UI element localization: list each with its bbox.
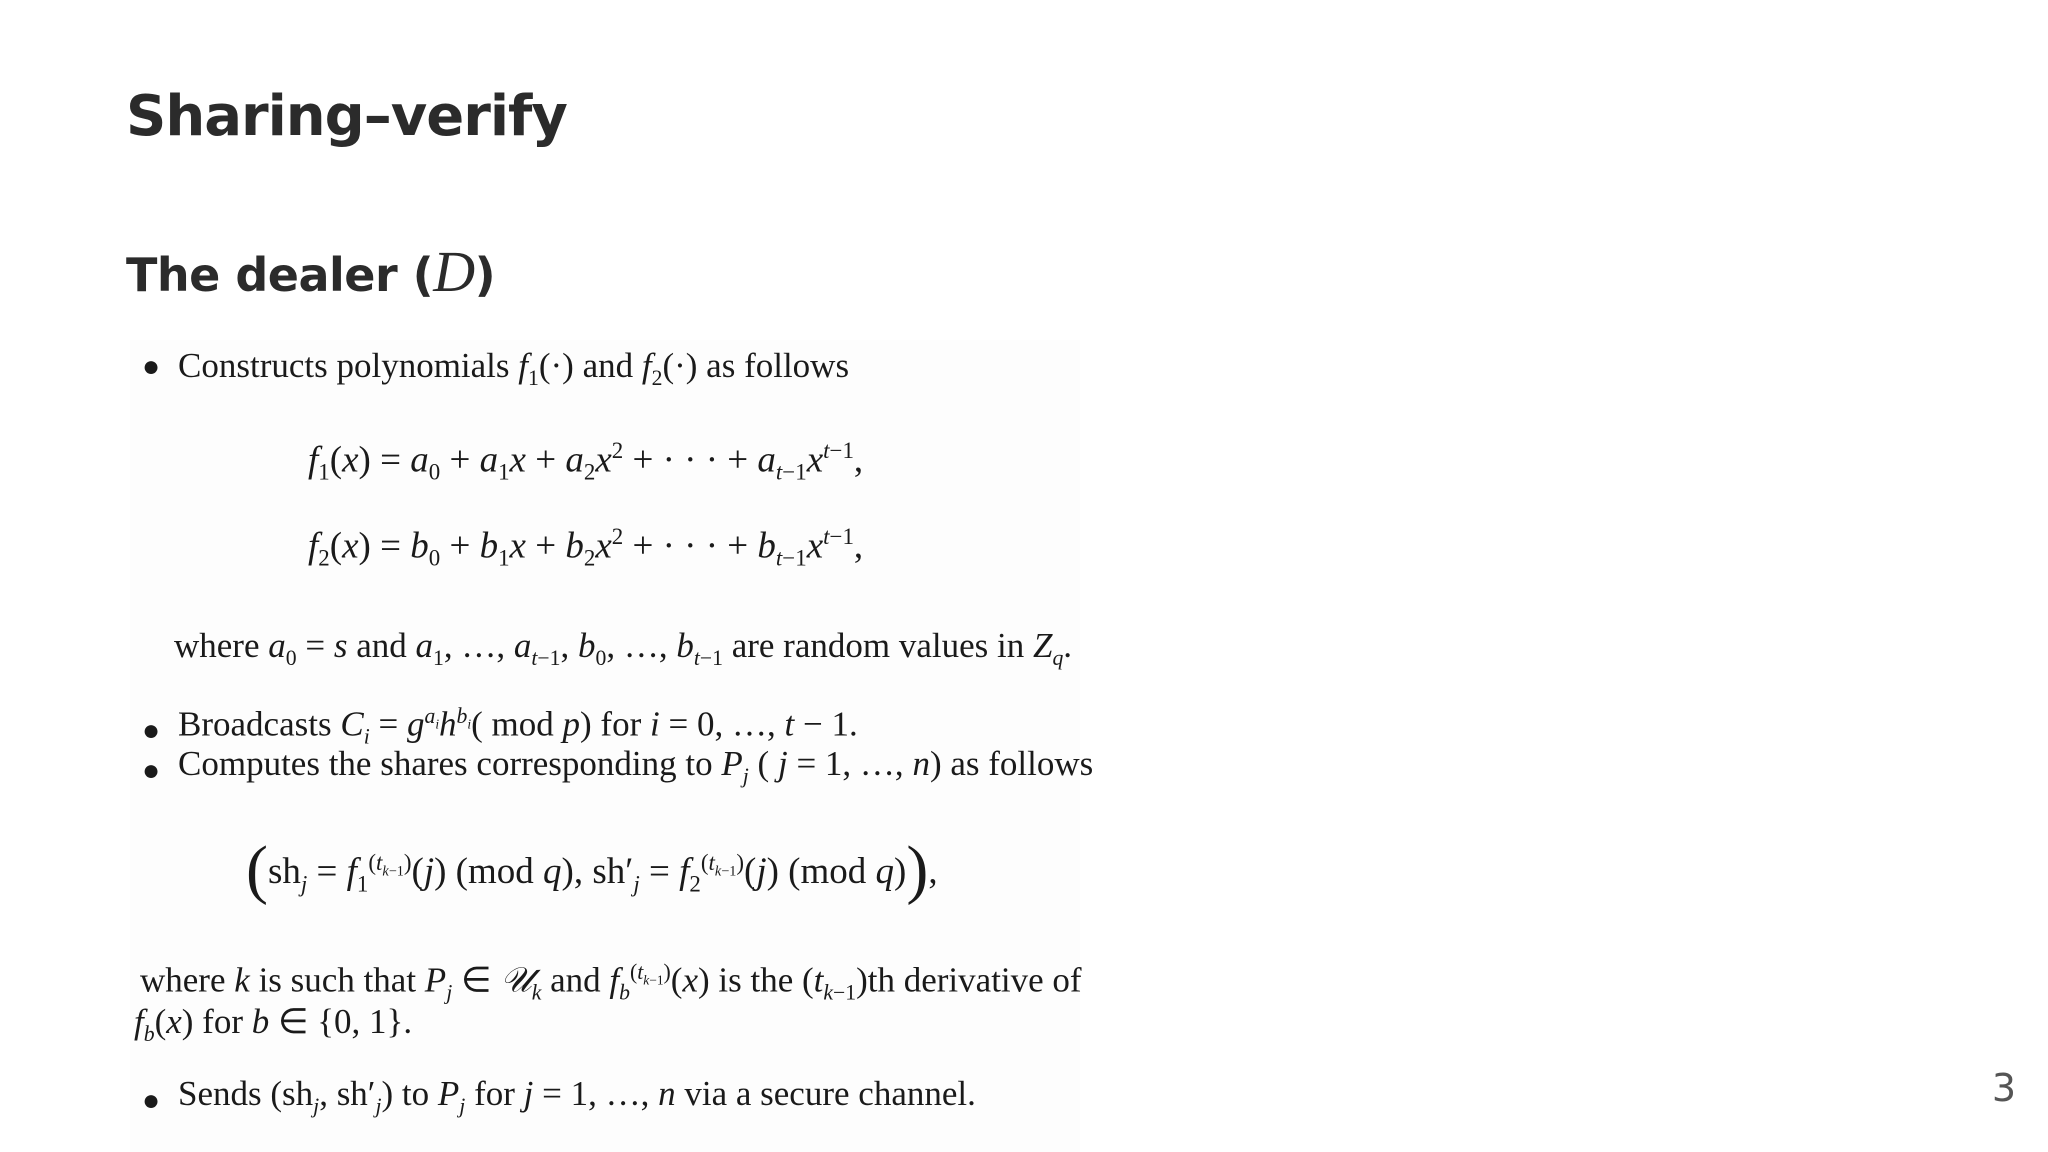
where-derivative-line1: where k is such that $P_j$ ∈ 𝒰$_k$ and $f_b^{(t_{k-1})}(x)$ is the $(t_{k-1})th$ derivative of bbox=[140, 960, 1082, 1005]
equation-f2: $f_2(x) = b_0 + b_1x + b_2x^2$ + · · · + $b_{t-1}x^{t-1}$, bbox=[308, 524, 864, 571]
section-title-suffix: ) bbox=[474, 248, 496, 302]
where-random-values: where $a_0 = s$ and $a_1$, …, $a_{t-1}$, $b_0$, …, $b_{t-1}$ are random values in $Z_q$. bbox=[174, 626, 1073, 670]
bullet-dot: ● bbox=[142, 754, 161, 787]
bullet-4-text: Sends ($sh_j$, $sh'_j$) to $P_j$ for j = 1, …, n via a secure channel. bbox=[178, 1074, 976, 1118]
section-title-prefix: The dealer ( bbox=[126, 248, 434, 302]
math-content-image bbox=[130, 340, 1094, 1152]
equation-f1: $f_1(x) = a_0 + a_1x + a_2x^2$ + · · · + $a_{t-1}x^{t-1}$, bbox=[308, 438, 864, 485]
bullet-dot: ● bbox=[142, 1084, 161, 1117]
page-number: 3 bbox=[1991, 1066, 2016, 1110]
bullet-dot: ● bbox=[142, 714, 161, 747]
bullet-dot: ● bbox=[142, 350, 161, 383]
bullet-2-text: Broadcasts $C_i = g^{a_i}h^{b_i}$( mod p) for i = 0, …, t − 1. bbox=[178, 704, 858, 749]
where-derivative-line2: $f_b(x)$ for b ∈ {0, 1}. bbox=[134, 1002, 413, 1046]
equation-shares: ($sh_j = f_1^{(t_{k-1})}(j)$ (mod q), $sh'_j = f_2^{(t_{k-1})}(j)$ (mod q)), bbox=[246, 833, 938, 906]
dealer-symbol: D bbox=[433, 239, 475, 304]
bullet-3-text: Computes the shares corresponding to $P_j$ ( j = 1, …, n) as follows bbox=[178, 744, 1094, 788]
section-title bbox=[126, 238, 495, 305]
bullet-1-text: Constructs polynomials $f_1(\cdot)$ and $f_2(\cdot)$ as follows bbox=[178, 346, 850, 390]
slide-title: Sharing–verify bbox=[126, 84, 567, 149]
